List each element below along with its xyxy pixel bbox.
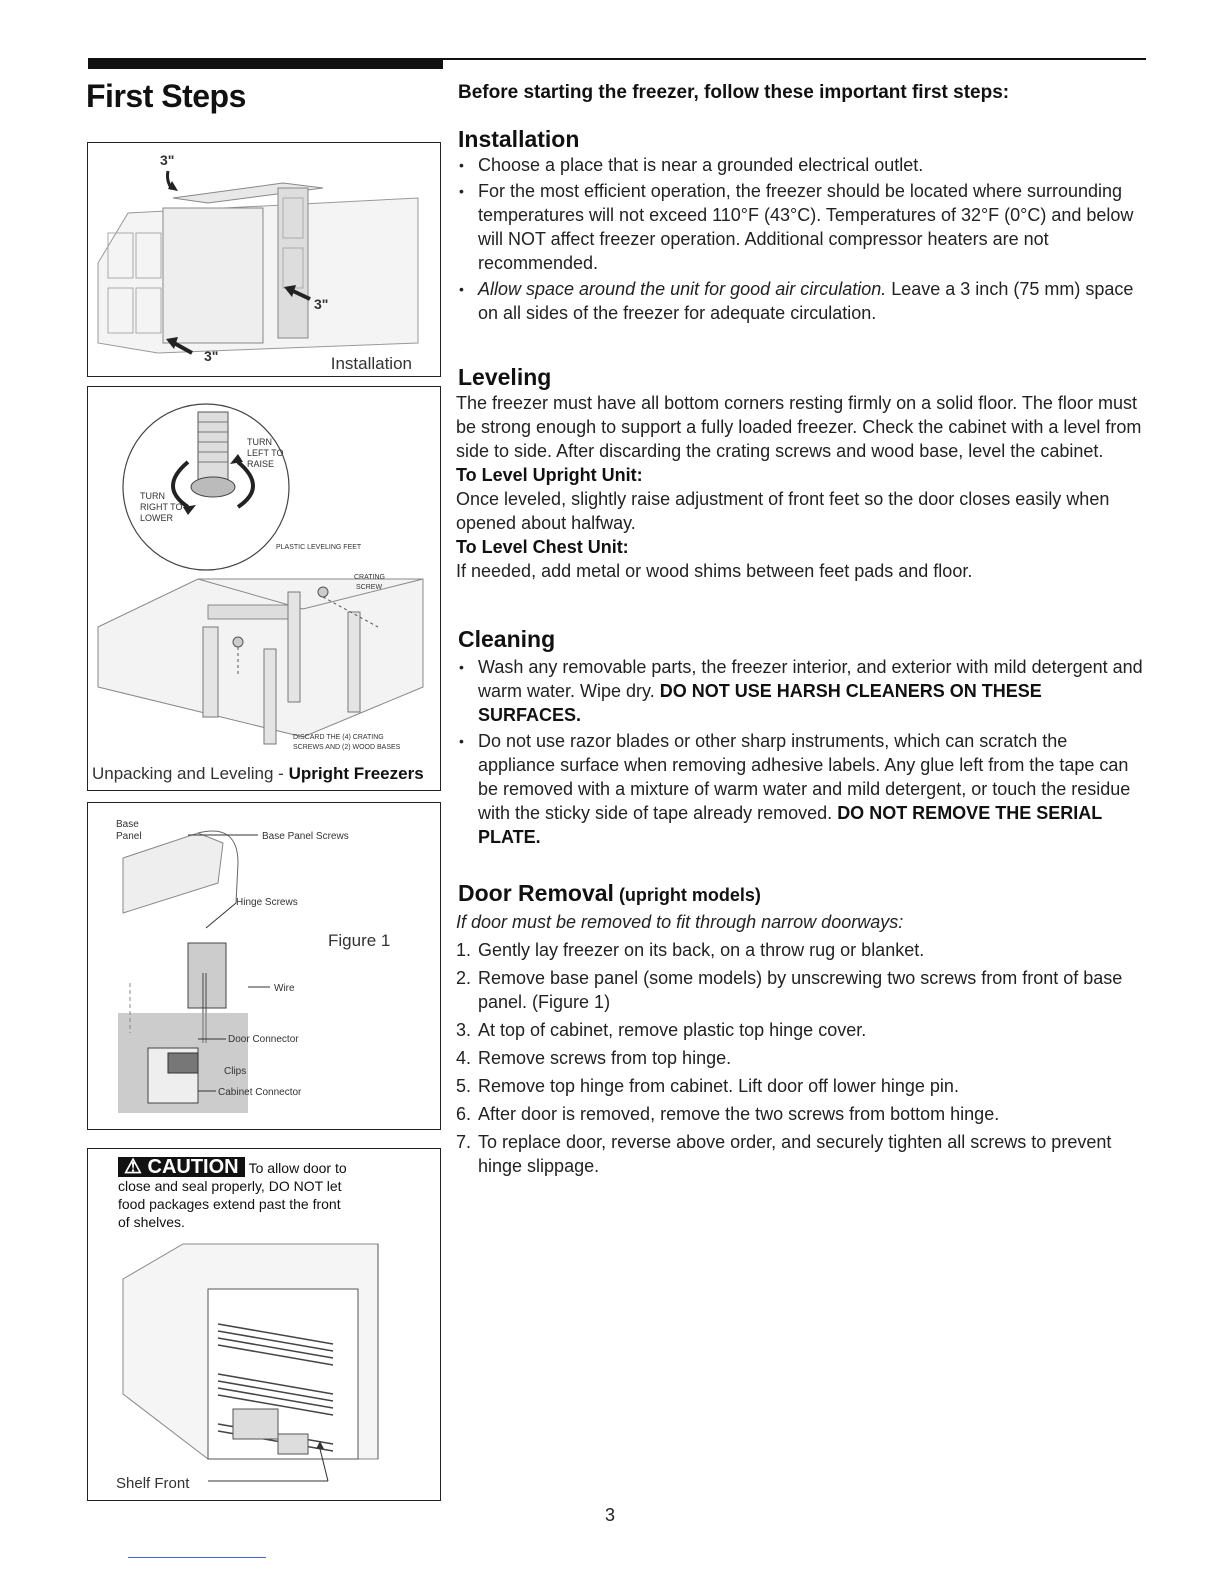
caution-line-4: of shelves.: [118, 1214, 185, 1230]
wire-label: Wire: [274, 983, 295, 994]
discard-label-1: DISCARD THE (4) CRATING: [293, 734, 384, 741]
leveling-illustration: [88, 387, 441, 791]
cleaning-section: [456, 655, 1146, 851]
installation-heading: Installation: [458, 126, 580, 152]
installation-list: [456, 153, 1146, 325]
list-item: [456, 1130, 1146, 1178]
caution-line-2: close and seal properly, DO NOT let: [118, 1178, 342, 1194]
list-item: [456, 729, 1146, 849]
dim-top-label: 3": [160, 152, 175, 168]
cleaning-b1-bold: DO NOT USE HARSH CLEANERS ON THESE SURFACES.: [478, 681, 1042, 725]
step-number: 6.: [456, 1104, 472, 1124]
installation-b3-rest: Leave a 3 inch (75 mm) space: [886, 279, 1134, 299]
list-item: [456, 1102, 1146, 1126]
base-label: Base: [116, 819, 139, 830]
dim-right-label: 3": [314, 296, 329, 312]
step-number: 7.: [456, 1132, 472, 1152]
crating-screw-label-2: SCREW: [356, 584, 383, 591]
cabinet-connector-label: Cabinet Connector: [218, 1087, 302, 1098]
warning-triangle-icon: ⚠: [124, 1156, 142, 1178]
list-item: [456, 938, 1146, 962]
cleaning-heading: Cleaning: [458, 626, 556, 652]
figure-1-label: Figure 1: [328, 931, 391, 950]
cleaning-b2-bold: DO NOT REMOVE THE SERIAL PLATE.: [478, 803, 1102, 847]
installation-b3-italic: Allow space around the unit for good air circulation.: [478, 279, 887, 299]
step-number: 4.: [456, 1048, 472, 1068]
caution-line-3: food packages extend past the front: [118, 1196, 341, 1212]
leveling-caption: [92, 764, 424, 784]
cleaning-b1-text: Wash any removable parts, the freezer interior, and exterior with mild detergent and warm water. Wipe dry.: [478, 657, 1143, 701]
chest-heading: To Level Chest Unit:: [456, 537, 629, 557]
door-removal-intro: If door must be removed to fit through narrow doorways:: [456, 912, 904, 932]
chest-text: If needed, add metal or wood shims between feet pads and floor.: [456, 561, 973, 581]
door-removal-section: [456, 910, 1146, 1182]
header-rule-thick: [88, 58, 443, 69]
clips-label: Clips: [224, 1066, 247, 1077]
discard-label-2: SCREWS AND (2) WOOD BASES: [293, 744, 401, 751]
door-removal-heading: [458, 880, 761, 907]
door-removal-steps: [456, 938, 1146, 1178]
page-number: 3: [605, 1505, 616, 1525]
intro-heading: Before starting the freezer, follow these important first steps:: [458, 82, 1010, 103]
cleaning-b2-text: Do not use razor blades or other sharp instruments, which can scratch the appliance surface when removing adhesive labels. Any glue left from the tape can be removed with a mixture of warm water and mild detergent, or touch the residue with the sticky side of tape already removed.: [478, 731, 1131, 823]
step-number: 5.: [456, 1076, 472, 1096]
door-removal-heading-main: Door Removal: [458, 880, 614, 906]
turn-right-label-2: RIGHT TO: [140, 502, 183, 512]
step-text: After door is removed, remove the two screws from bottom hinge.: [478, 1104, 1000, 1124]
turn-right-label-3: LOWER: [140, 513, 174, 523]
step-number: 1.: [456, 940, 472, 960]
list-item: [456, 1074, 1146, 1098]
leveling-heading: Leveling: [458, 364, 552, 390]
list-item: • Choose a place that is near a grounded electrical outlet.: [456, 153, 1146, 177]
caution-first-line: To allow door to: [248, 1160, 347, 1176]
list-item: [456, 277, 1146, 325]
figure-1: [87, 802, 441, 1130]
dim-left-label: 3": [204, 348, 219, 364]
panel-label: Panel: [116, 831, 142, 842]
installation-illustration: [88, 143, 441, 377]
upright-text: Once leveled, slightly raise adjustment of front feet so the door closes easily when opened about halfway.: [456, 489, 1110, 533]
installation-section: [456, 153, 1146, 327]
shelf-front-label: Shelf Front: [116, 1475, 190, 1492]
step-text: At top of cabinet, remove plastic top hinge cover.: [478, 1020, 867, 1040]
installation-b3-line2: on all sides of the freezer for adequate circulation.: [478, 303, 877, 323]
leveling-paragraph: The freezer must have all bottom corners resting firmly on a solid floor. The floor must be strong enough to support a fully loaded freezer. Check the cabinet with a level from side to side. After discarding the crating screws and wood base, level the cabinet.: [456, 393, 1142, 461]
caution-figure: [87, 1148, 441, 1501]
page-title: First Steps: [86, 78, 246, 114]
door-removal-illustration: [88, 803, 441, 1130]
header-rule-thin: [443, 58, 1146, 60]
step-text: Gently lay freezer on its back, on a throw rug or blanket.: [478, 940, 925, 960]
shelf-illustration: [88, 1149, 441, 1501]
plastic-feet-label: PLASTIC LEVELING FEET: [276, 544, 362, 551]
step-text: Remove screws from top hinge.: [478, 1048, 732, 1068]
footer-link-line: [128, 1557, 266, 1558]
turn-left-label-1: TURN: [247, 437, 272, 447]
leveling-section: [456, 391, 1146, 583]
leveling-caption-prefix: Unpacking and Leveling -: [92, 764, 289, 783]
installation-figure: [87, 142, 441, 377]
list-item: [456, 1046, 1146, 1070]
list-item: • For the most efficient operation, the freezer should be located where surrounding temperatures will not exceed 110°F (43°C). Temperatures of 32°F (0°C) and below will NOT affect freezer operation. Additional compressor heaters are not recommended.: [456, 179, 1146, 275]
cleaning-list: [456, 655, 1146, 849]
turn-right-label-1: TURN: [140, 491, 165, 501]
caution-badge-label: CAUTION: [147, 1156, 239, 1178]
hinge-screws-label: Hinge Screws: [236, 897, 298, 908]
installation-caption: Installation: [330, 354, 412, 373]
turn-left-label-2: LEFT TO: [247, 448, 284, 458]
door-connector-label: Door Connector: [228, 1034, 299, 1045]
leveling-figure: [87, 386, 441, 791]
list-item: [456, 966, 1146, 1014]
step-number: 3.: [456, 1020, 472, 1040]
turn-left-label-3: RAISE: [247, 459, 275, 469]
list-item: [456, 1018, 1146, 1042]
upright-heading: To Level Upright Unit:: [456, 465, 643, 485]
step-number: 2.: [456, 968, 472, 988]
step-text: To replace door, reverse above order, and securely tighten all screws to prevent hinge slippage.: [478, 1132, 1112, 1176]
door-removal-heading-small: (upright models): [613, 885, 761, 905]
list-item: [456, 655, 1146, 727]
step-text: Remove base panel (some models) by unscrewing two screws from front of base panel. (Figure 1): [478, 968, 1123, 1012]
step-text: Remove top hinge from cabinet. Lift door off lower hinge pin.: [478, 1076, 959, 1096]
leveling-caption-bold: Upright Freezers: [288, 764, 424, 783]
base-panel-screws-label: Base Panel Screws: [262, 831, 349, 842]
crating-screw-label-1: CRATING: [354, 574, 385, 581]
